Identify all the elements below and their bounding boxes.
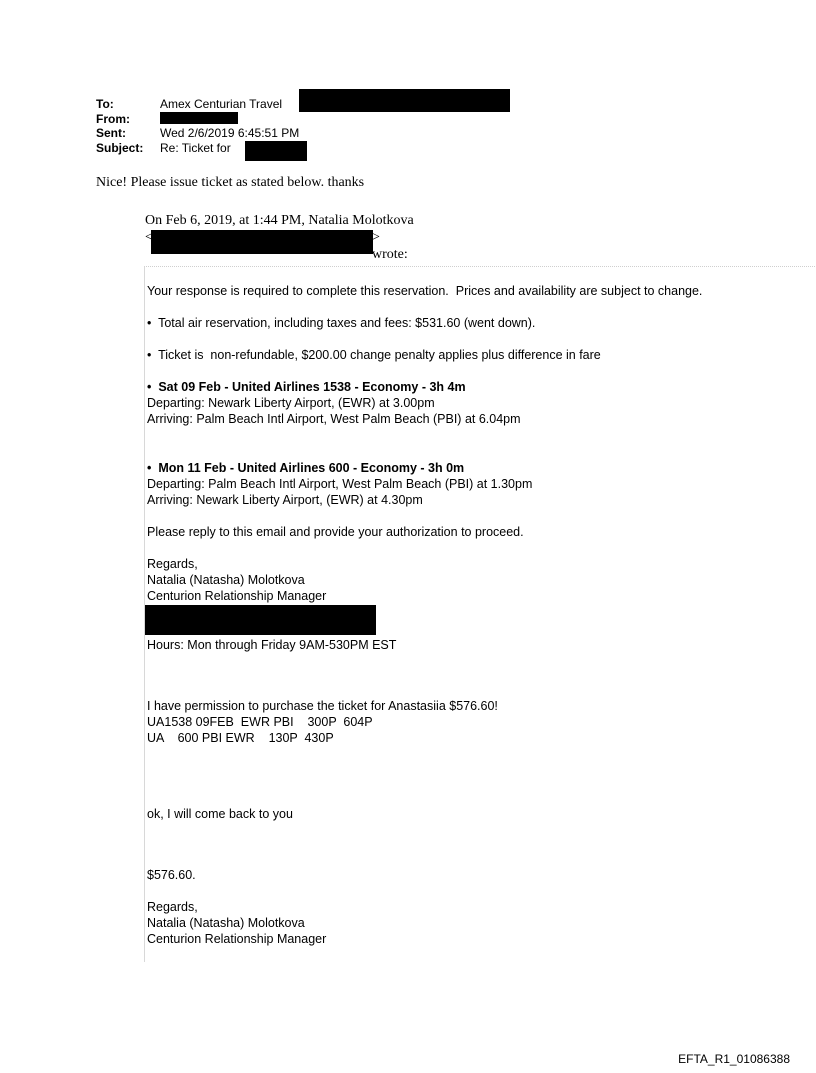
subject-label: Subject: (96, 140, 144, 155)
response-required-text: Your response is required to complete this reservation. Prices and availability are subject to change. (147, 284, 703, 298)
amount-text: $576.60. (147, 868, 196, 882)
flight1-departing: Departing: Newark Liberty Airport, (EWR) at 3.00pm (147, 396, 435, 410)
signature-regards-2: Regards, (147, 900, 198, 914)
itinerary-line-2: UA 600 PBI EWR 130P 430P (147, 731, 334, 745)
wrote-text: > wrote: (372, 230, 408, 262)
subject-value: Re: Ticket for (160, 140, 231, 155)
sent-row (96, 126, 299, 141)
total-bullet: • Total air reservation, including taxes and fees: $531.60 (went down). (147, 316, 536, 330)
sent-label: Sent: (96, 126, 126, 140)
redaction-to (299, 89, 510, 112)
quote-intro-email-line (145, 229, 414, 262)
ok-text: ok, I will come back to you (147, 807, 293, 821)
reply-text: Nice! Please issue ticket as stated below. thanks (96, 175, 365, 190)
redaction-subject (245, 141, 307, 161)
signature-title: Centurion Relationship Manager (147, 589, 327, 603)
to-value: Amex Centurian Travel (160, 97, 283, 111)
hours-text: Hours: Mon through Friday 9AM-530PM EST (147, 638, 397, 652)
quote-intro (145, 212, 414, 262)
signature-regards: Regards, (147, 557, 198, 571)
signature-title-2: Centurion Relationship Manager (147, 932, 327, 946)
flight2-title: • Mon 11 Feb - United Airlines 600 - Economy - 3h 0m (147, 461, 465, 475)
flight1-title: • Sat 09 Feb - United Airlines 1538 - Economy - 3h 4m (147, 380, 466, 394)
permission-text: I have permission to purchase the ticket for Anastasiia $576.60! (147, 699, 498, 713)
please-reply-text: Please reply to this email and provide your authorization to proceed. (147, 525, 524, 539)
from-label: From: (96, 111, 130, 126)
sent-value: Wed 2/6/2019 6:45:51 PM (160, 126, 300, 140)
flight2-arriving: Arriving: Newark Liberty Airport, (EWR) at 4.30pm (147, 493, 423, 507)
redaction-from (160, 112, 238, 124)
quoted-message-block (144, 266, 816, 962)
refund-bullet: • Ticket is non-refundable, $200.00 change penalty applies plus difference in fare (147, 348, 601, 362)
to-label: To: (96, 97, 114, 111)
flight2-departing: Departing: Palm Beach Intl Airport, West Palm Beach (PBI) at 1.30pm (147, 477, 533, 491)
to-row (96, 97, 299, 112)
quote-intro-line: On Feb 6, 2019, at 1:44 PM, Natalia Molotkova (145, 213, 414, 228)
itinerary-line-1: UA1538 09FEB EWR PBI 300P 604P (147, 715, 373, 729)
document-id: EFTA_R1_01086388 (678, 1052, 790, 1066)
email-open-bracket: < (145, 230, 153, 245)
signature-name: Natalia (Natasha) Molotkova (147, 573, 305, 587)
signature-name-2: Natalia (Natasha) Molotkova (147, 916, 305, 930)
flight1-arriving: Arriving: Palm Beach Intl Airport, West Palm Beach (PBI) at 6.04pm (147, 412, 521, 426)
